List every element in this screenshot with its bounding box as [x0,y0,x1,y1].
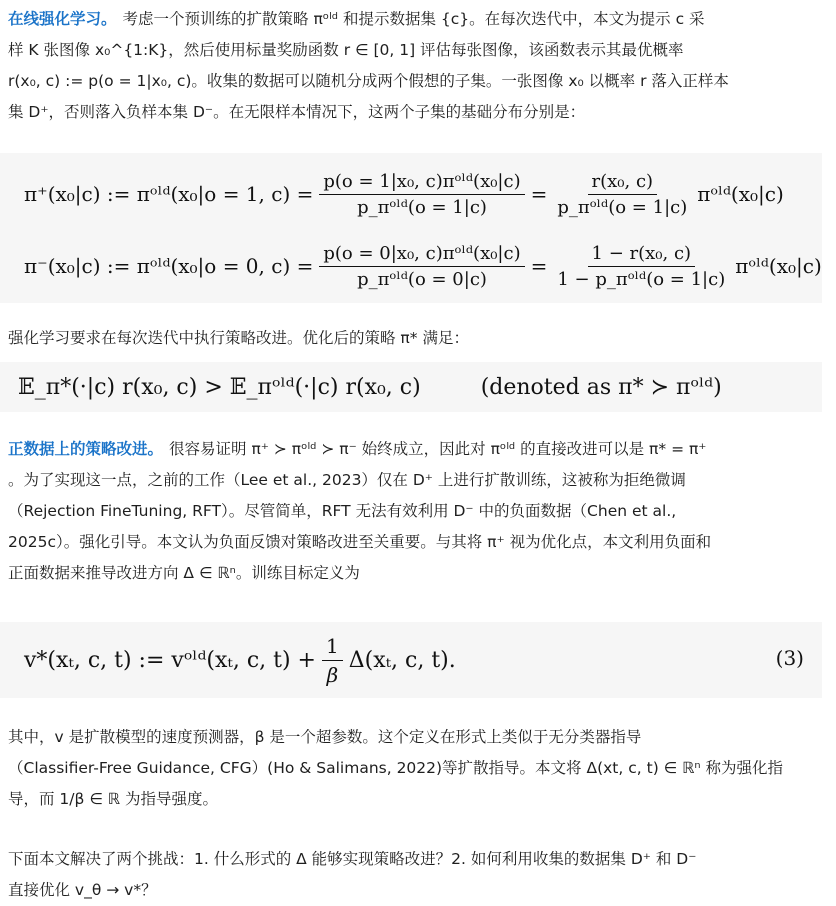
fraction: $\frac{\text{r(x₀, c)}}{\text{p\_πᵒˡᵈ(o = 1|c)}}$ [557,170,688,218]
training-objective-block [0,622,822,698]
posterior-equations-block [0,153,822,303]
positive-data-line-4: 2025c）。强化引导。本文认为负面反馈对策略改进至关重要。与其将 π⁺ 视为优化点，本文利用负面和 [8,533,712,551]
training-objective-equation: v*(xₜ, c, t) := vᵒˡᵈ(xₜ, c, t) + $\frac{1}{\beta}$ Δ(xₜ, c, t). [24,633,456,687]
positive-distribution-equation: π⁺(x₀|c) := πᵒˡᵈ(x₀|o = 1, c) = $\frac{\text{p(o = 1|x₀, c)πᵒˡᵈ(x₀|c)}}{\text{p\_πᵒˡᵈ(o = 1|c)}}$ = $\frac{\text{r(x₀, c)}}{\text{p\_πᵒˡᵈ(o = 1|c)}}$ πᵒˡᵈ(x₀|c) [24,170,784,218]
online-rl-line-2: 样 K 张图像 x₀^{1:K}，然后使用标量奖励函数 r ∈ [0, 1] 评估每张图像，该函数表示其最优概率 [8,41,684,59]
online-rl-heading: 在线强化学习。 [8,10,117,28]
improvement-inequality: 𝔼_π*(·|c) r(x₀, c) > 𝔼_πᵒˡᵈ(·|c) r(x₀, c) (denoted as π* ≻ πᵒˡᵈ) [18,374,722,400]
challenges-line-1: 下面本文解决了两个挑战：1. 什么形式的 Δ 能够实现策略改进？2. 如何利用收集的数据集 D⁺ 和 D⁻ [8,850,697,868]
online-rl-line-4: 集 D⁺，否则落入负样本集 D⁻。在无限样本情况下，这两个子集的基础分布分别是： [8,103,586,121]
positive-data-line-2: 。为了实现这一点，之前的工作（Lee et al., 2023）仅在 D⁺ 上进行扩散训练，这被称为拒绝微调 [8,471,686,489]
negative-distribution-equation: π⁻(x₀|c) := πᵒˡᵈ(x₀|o = 0, c) = $\frac{\text{p(o = 0|x₀, c)πᵒˡᵈ(x₀|c)}}{\text{p\_πᵒˡᵈ(o = 0|c)}}$ = $\frac{\text{1 − r(x₀, c)}}{\text{1 − p\_πᵒˡᵈ(o = 1|c)}}$ πᵒˡᵈ(x₀|c) [24,242,822,290]
online-rl-paragraph [8,4,824,128]
definition-line-3: 导，而 1/β ∈ ℝ 为指导强度。 [8,790,218,808]
positive-data-paragraph [8,434,824,589]
positive-data-line-3: （Rejection FineTuning, RFT）。尽管简单，RFT 无法有效利用 D⁻ 中的负面数据（Chen et al., [8,502,677,520]
fraction: $\frac{\text{1 − r(x₀, c)}}{\text{1 − p\_πᵒˡᵈ(o = 1|c)}}$ [557,242,726,290]
fraction: $\frac{1}{\beta}$ [322,634,343,687]
positive-data-heading: 正数据上的策略改进。 [8,440,164,458]
positive-data-line-5: 正面数据来推导改进方向 Δ ∈ ℝⁿ。训练目标定义为 [8,564,360,582]
improvement-inequality-block [0,362,822,412]
policy-improvement-paragraph [8,323,824,354]
definition-paragraph [8,722,824,815]
challenges-paragraph [8,844,824,906]
challenges-line-2: 直接优化 v_θ → v*？ [8,881,157,899]
equation-number: (3) [775,646,804,670]
positive-data-line-1: 正数据上的策略改进。 很容易证明 π⁺ ≻ πᵒˡᵈ ≻ π⁻ 始终成立，因此对 πᵒˡᵈ 的直接改进可以是 π* = π⁺ [8,440,707,458]
online-rl-line-3: r(x₀, c) := p(o = 1|x₀, c)。收集的数据可以随机分成两个假想的子集。一张图像 x₀ 以概率 r 落入正样本 [8,72,729,90]
definition-line-1: 其中，v 是扩散模型的速度预测器，β 是一个超参数。这个定义在形式上类似于无分类器指导 [8,728,642,746]
fraction: $\frac{\text{p(o = 1|x₀, c)πᵒˡᵈ(x₀|c)}}{\text{p\_πᵒˡᵈ(o = 1|c)}}$ [319,171,524,218]
fraction: $\frac{\text{p(o = 0|x₀, c)πᵒˡᵈ(x₀|c)}}{\text{p\_πᵒˡᵈ(o = 0|c)}}$ [319,243,524,290]
online-rl-line-1: 在线强化学习。 考虑一个预训练的扩散策略 πᵒˡᵈ 和提示数据集 {c}。在每次迭代中，本文为提示 c 采 [8,10,705,28]
definition-line-2: （Classifier-Free Guidance, CFG）(Ho & Salimans, 2022)等扩散指导。本文将 Δ(xt, c, t) ∈ ℝⁿ 称为强化指 [8,759,783,777]
policy-improvement-line: 强化学习要求在每次迭代中执行策略改进。优化后的策略 π* 满足： [8,329,469,347]
